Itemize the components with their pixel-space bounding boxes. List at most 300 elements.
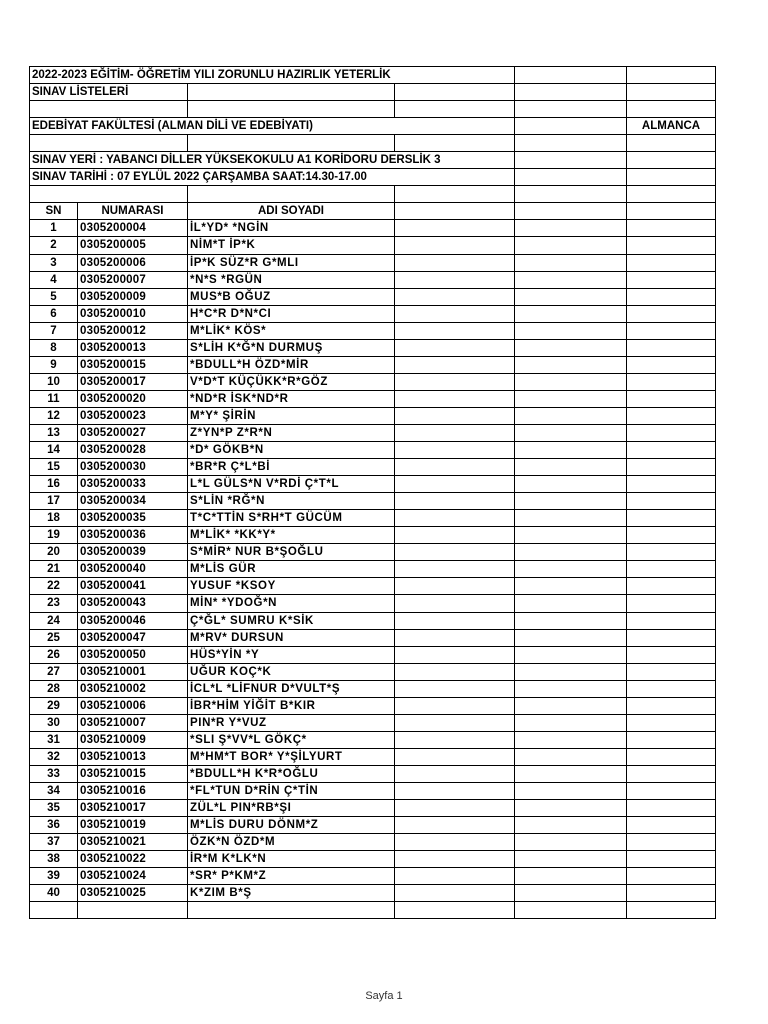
empty-cell [627,356,716,373]
empty-cell [515,135,627,152]
column-header-row [30,203,716,220]
empty-cell [627,731,716,748]
row-student-number: 0305210002 [78,680,188,697]
empty-cell [515,254,627,271]
row-student-number: 0305200012 [78,322,188,339]
empty-cell [515,186,627,203]
row-sn: 24 [30,612,78,629]
empty-cell [627,322,716,339]
row-student-number: 0305210013 [78,748,188,765]
empty-cell [395,510,515,527]
table-row [30,782,716,799]
empty-cell [627,714,716,731]
empty-cell [627,885,716,902]
row-student-number: 0305210019 [78,817,188,834]
empty-cell [515,407,627,424]
empty-cell [395,868,515,885]
row-student-number: 0305210017 [78,800,188,817]
header-row-subtitle [30,84,716,101]
empty-cell [515,868,627,885]
empty-cell [395,186,515,203]
blank-row [30,902,716,919]
empty-cell [30,902,78,919]
empty-cell [395,612,515,629]
empty-cell [515,169,627,186]
language-label: ALMANCA [627,118,716,135]
empty-cell [627,305,716,322]
row-sn: 1 [30,220,78,237]
empty-cell [395,851,515,868]
table-row [30,373,716,390]
row-sn: 31 [30,731,78,748]
empty-cell [515,356,627,373]
row-sn: 35 [30,800,78,817]
row-student-number: 0305200009 [78,288,188,305]
row-student-name: ÖZK*N ÖZD*M [188,834,395,851]
table-row [30,612,716,629]
row-student-name: İCL*L *LİFNUR D*VULT*Ş [188,680,395,697]
row-student-number: 0305200005 [78,237,188,254]
row-sn: 30 [30,714,78,731]
empty-cell [395,237,515,254]
table-row [30,424,716,441]
empty-cell [515,459,627,476]
empty-cell [395,714,515,731]
row-student-number: 0305200043 [78,595,188,612]
empty-cell [627,663,716,680]
empty-cell [627,800,716,817]
empty-cell [395,561,515,578]
table-row [30,646,716,663]
empty-cell [395,578,515,595]
row-student-name: Ç*ĞL* SUMRU K*SİK [188,612,395,629]
row-sn: 25 [30,629,78,646]
title-line-2: SINAV LİSTELERİ [30,84,188,101]
empty-cell [395,817,515,834]
header-row-title [30,67,716,84]
empty-cell [515,101,627,118]
empty-cell [627,851,716,868]
row-student-name: NİM*T İP*K [188,237,395,254]
row-sn: 15 [30,459,78,476]
exam-list-table [29,66,716,919]
empty-cell [627,390,716,407]
blank-row [30,186,716,203]
empty-cell [395,101,515,118]
empty-cell [395,748,515,765]
empty-cell [627,459,716,476]
column-header-number: NUMARASI [78,203,188,220]
empty-cell [395,288,515,305]
row-student-number: 0305210001 [78,663,188,680]
row-sn: 23 [30,595,78,612]
empty-cell [627,67,716,84]
empty-cell [395,834,515,851]
empty-cell [395,203,515,220]
row-student-name: İR*M K*LK*N [188,851,395,868]
empty-cell [395,646,515,663]
empty-cell [515,305,627,322]
row-student-number: 0305200039 [78,544,188,561]
row-student-number: 0305210022 [78,851,188,868]
row-student-name: H*C*R D*N*CI [188,305,395,322]
empty-cell [627,748,716,765]
table-row [30,339,716,356]
row-sn: 13 [30,424,78,441]
empty-cell [515,646,627,663]
row-student-number: 0305200035 [78,510,188,527]
empty-cell [188,84,395,101]
empty-cell [395,271,515,288]
table-row [30,544,716,561]
empty-cell [395,680,515,697]
empty-cell [515,851,627,868]
row-sn: 26 [30,646,78,663]
empty-cell [515,595,627,612]
table-row [30,220,716,237]
row-student-number: 0305200046 [78,612,188,629]
row-student-name: *SLI Ş*VV*L GÖKÇ* [188,731,395,748]
empty-cell [627,646,716,663]
empty-cell [627,288,716,305]
empty-cell [627,220,716,237]
empty-cell [627,629,716,646]
row-student-number: 0305210016 [78,782,188,799]
row-sn: 40 [30,885,78,902]
empty-cell [627,561,716,578]
empty-cell [515,782,627,799]
empty-cell [188,135,395,152]
empty-cell [395,84,515,101]
empty-cell [515,629,627,646]
empty-cell [627,254,716,271]
table-row [30,578,716,595]
empty-cell [395,424,515,441]
row-student-name: İP*K SÜZ*R G*MLI [188,254,395,271]
row-student-name: YUSUF *KSOY [188,578,395,595]
row-student-name: M*HM*T BOR* Y*ŞİLYURT [188,748,395,765]
table-row [30,834,716,851]
row-sn: 4 [30,271,78,288]
empty-cell [515,152,627,169]
row-student-number: 0305200030 [78,459,188,476]
row-sn: 3 [30,254,78,271]
row-student-name: S*LİN *RĞ*N [188,493,395,510]
empty-cell [395,902,515,919]
row-student-number: 0305200015 [78,356,188,373]
empty-cell [627,612,716,629]
empty-cell [515,527,627,544]
row-student-name: M*LİS DURU DÖNM*Z [188,817,395,834]
row-sn: 7 [30,322,78,339]
empty-cell [188,101,395,118]
row-student-name: M*LİK* KÖS* [188,322,395,339]
empty-cell [515,765,627,782]
row-student-name: *D* GÖKB*N [188,442,395,459]
row-student-number: 0305210009 [78,731,188,748]
row-sn: 14 [30,442,78,459]
empty-cell [515,663,627,680]
empty-cell [515,67,627,84]
empty-cell [515,339,627,356]
empty-cell [395,731,515,748]
empty-cell [515,885,627,902]
table-row [30,851,716,868]
empty-cell [395,476,515,493]
empty-cell [78,902,188,919]
row-student-name: V*D*T KÜÇÜKK*R*GÖZ [188,373,395,390]
table-row [30,561,716,578]
row-sn: 18 [30,510,78,527]
row-sn: 10 [30,373,78,390]
empty-cell [627,407,716,424]
row-student-name: İL*YD* *NGİN [188,220,395,237]
row-student-name: PIN*R Y*VUZ [188,714,395,731]
empty-cell [395,135,515,152]
empty-cell [515,442,627,459]
empty-cell [515,748,627,765]
column-header-name: ADI SOYADI [188,203,395,220]
empty-cell [515,220,627,237]
empty-cell [515,424,627,441]
row-sn: 11 [30,390,78,407]
empty-cell [627,442,716,459]
row-sn: 9 [30,356,78,373]
row-sn: 37 [30,834,78,851]
empty-cell [515,322,627,339]
table-row [30,697,716,714]
row-student-name: *BDULL*H K*R*OĞLU [188,765,395,782]
empty-cell [395,629,515,646]
row-student-number: 0305200013 [78,339,188,356]
table-row [30,885,716,902]
empty-cell [627,578,716,595]
table-row [30,390,716,407]
empty-cell [515,118,627,135]
row-student-name: MİN* *YDOĞ*N [188,595,395,612]
exam-date-row [30,169,716,186]
empty-cell [627,782,716,799]
empty-cell [515,902,627,919]
row-student-number: 0305200050 [78,646,188,663]
empty-cell [627,169,716,186]
empty-cell [395,390,515,407]
row-student-number: 0305200010 [78,305,188,322]
empty-cell [627,544,716,561]
table-row [30,254,716,271]
empty-cell [515,544,627,561]
table-row [30,663,716,680]
exam-list-body [30,67,716,919]
empty-cell [627,493,716,510]
table-row [30,748,716,765]
empty-cell [515,817,627,834]
empty-cell [395,527,515,544]
empty-cell [395,356,515,373]
table-row [30,476,716,493]
row-student-name: *BR*R Ç*L*Bİ [188,459,395,476]
row-student-name: *N*S *RGÜN [188,271,395,288]
row-student-name: *ND*R İSK*ND*R [188,390,395,407]
table-row [30,322,716,339]
table-row [30,527,716,544]
table-row [30,731,716,748]
blank-row [30,135,716,152]
row-student-number: 0305210024 [78,868,188,885]
empty-cell [515,493,627,510]
row-student-number: 0305200004 [78,220,188,237]
row-sn: 38 [30,851,78,868]
empty-cell [395,407,515,424]
faculty-row [30,118,716,135]
row-student-name: M*Y* ŞİRİN [188,407,395,424]
empty-cell [515,680,627,697]
empty-cell [515,697,627,714]
empty-cell [188,902,395,919]
row-student-number: 0305200007 [78,271,188,288]
row-sn: 36 [30,817,78,834]
table-row [30,714,716,731]
row-student-number: 0305200028 [78,442,188,459]
row-student-name: M*RV* DURSUN [188,629,395,646]
row-sn: 27 [30,663,78,680]
empty-cell [395,595,515,612]
table-row [30,493,716,510]
empty-cell [395,544,515,561]
row-student-name: S*LİH K*Ğ*N DURMUŞ [188,339,395,356]
row-student-number: 0305200041 [78,578,188,595]
table-row [30,765,716,782]
table-row [30,595,716,612]
empty-cell [395,254,515,271]
empty-cell [395,305,515,322]
row-student-number: 0305210021 [78,834,188,851]
empty-cell [627,680,716,697]
empty-cell [395,339,515,356]
row-student-number: 0305200006 [78,254,188,271]
table-row [30,817,716,834]
empty-cell [30,101,188,118]
table-row [30,407,716,424]
empty-cell [515,203,627,220]
table-row [30,288,716,305]
empty-cell [515,612,627,629]
empty-cell [515,800,627,817]
empty-cell [515,390,627,407]
row-student-number: 0305200020 [78,390,188,407]
empty-cell [515,271,627,288]
row-student-number: 0305210025 [78,885,188,902]
row-student-name: İBR*HİM YİĞİT B*KIR [188,697,395,714]
row-student-number: 0305200047 [78,629,188,646]
table-row [30,442,716,459]
empty-cell [395,442,515,459]
table-row [30,356,716,373]
row-student-number: 0305210006 [78,697,188,714]
empty-cell [395,782,515,799]
empty-cell [515,288,627,305]
row-sn: 20 [30,544,78,561]
blank-row [30,101,716,118]
table-row [30,680,716,697]
row-student-number: 0305200027 [78,424,188,441]
empty-cell [188,186,395,203]
empty-cell [515,561,627,578]
empty-cell [627,84,716,101]
empty-cell [30,135,188,152]
empty-cell [395,322,515,339]
row-sn: 33 [30,765,78,782]
row-student-name: HÜS*YİN *Y [188,646,395,663]
empty-cell [627,373,716,390]
table-row [30,800,716,817]
empty-cell [515,84,627,101]
table-row [30,271,716,288]
row-student-name: UĞUR KOÇ*K [188,663,395,680]
empty-cell [627,271,716,288]
row-sn: 19 [30,527,78,544]
row-student-name: *BDULL*H ÖZD*MİR [188,356,395,373]
empty-cell [395,663,515,680]
table-row [30,629,716,646]
row-student-name: T*C*TTİN S*RH*T GÜCÜM [188,510,395,527]
empty-cell [627,152,716,169]
empty-cell [627,424,716,441]
table-row [30,459,716,476]
faculty-name: EDEBİYAT FAKÜLTESİ (ALMAN DİLİ VE EDEBİYATI) [30,118,515,135]
row-student-name: *FL*TUN D*RİN Ç*TİN [188,782,395,799]
table-row [30,868,716,885]
empty-cell [515,510,627,527]
row-student-name: M*LİS GÜR [188,561,395,578]
row-sn: 39 [30,868,78,885]
empty-cell [627,101,716,118]
empty-cell [627,476,716,493]
row-sn: 21 [30,561,78,578]
row-student-number: 0305200040 [78,561,188,578]
row-student-number: 0305210015 [78,765,188,782]
empty-cell [627,186,716,203]
row-sn: 8 [30,339,78,356]
empty-cell [627,697,716,714]
empty-cell [30,186,188,203]
empty-cell [515,373,627,390]
empty-cell [627,510,716,527]
row-student-number: 0305210007 [78,714,188,731]
row-sn: 17 [30,493,78,510]
row-student-number: 0305200023 [78,407,188,424]
empty-cell [627,765,716,782]
row-sn: 6 [30,305,78,322]
empty-cell [515,237,627,254]
empty-cell [627,595,716,612]
row-student-name: S*MİR* NUR B*ŞOĞLU [188,544,395,561]
column-header-sn: SN [30,203,78,220]
row-sn: 2 [30,237,78,254]
empty-cell [395,373,515,390]
empty-cell [627,135,716,152]
row-student-number: 0305200033 [78,476,188,493]
empty-cell [395,765,515,782]
empty-cell [627,902,716,919]
empty-cell [515,476,627,493]
title-line-1: 2022-2023 EĞİTİM- ÖĞRETİM YILI ZORUNLU HAZIRLIK YETERLİK [30,67,515,84]
empty-cell [627,868,716,885]
row-sn: 32 [30,748,78,765]
page-footer: Sayfa 1 [365,990,403,1002]
empty-cell [515,834,627,851]
row-student-number: 0305200017 [78,373,188,390]
